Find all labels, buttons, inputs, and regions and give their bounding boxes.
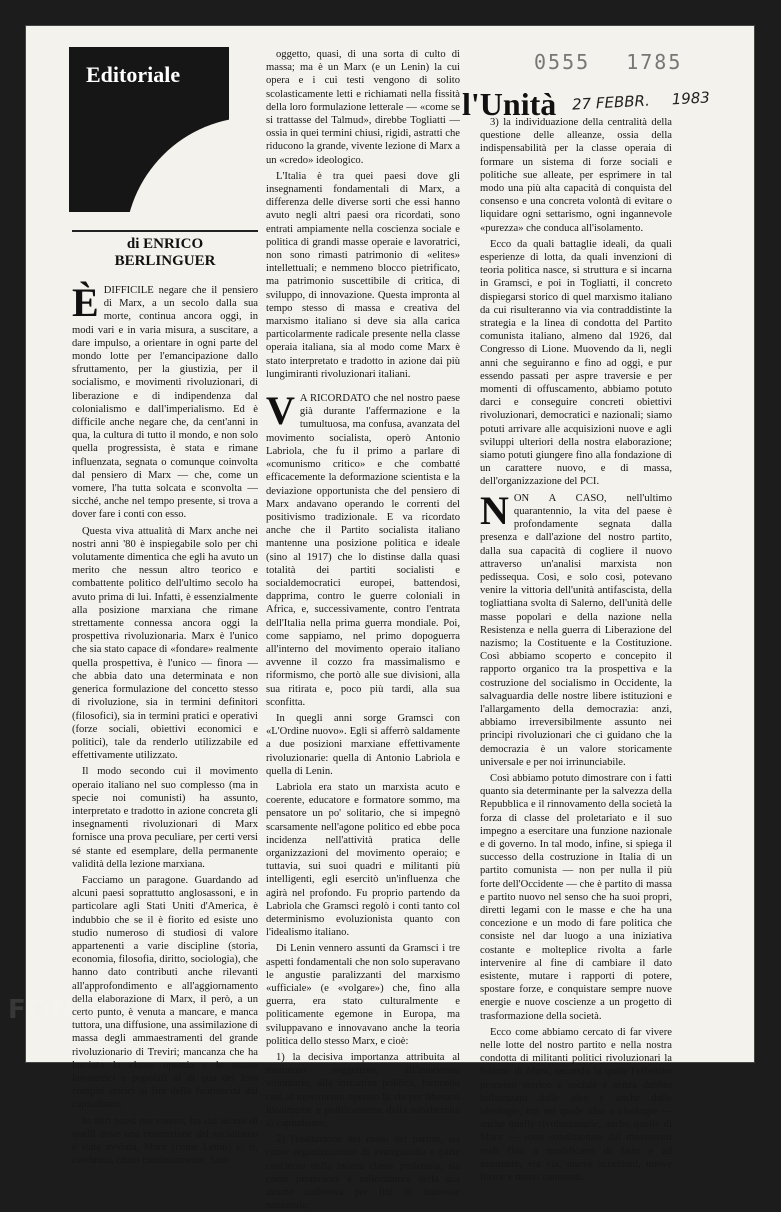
paragraph: Di Lenin vennero assunti da Gramsci i tre aspetti fondamentali che non solo superavano le angustie paralizzanti del marxismo «ufficiale» (e «volgare») che, fino alla guerra, era stato culturalmente e politicamente egemone in Europa, ma sviluppavano e innovavano anche la teoria politica dello stesso Marx, e cioè: (266, 943, 460, 1047)
byline-first-name: ENRICO (143, 236, 204, 252)
paragraph-text: A RICORDATO che nel nostro paese già durante l'affermazione e la tumultuosa, ma confusa, avanzata del movimento socialista, operò Antonio Labriola, che fu il primo a parlare di «comunismo critico» e che combatté efficacemente la deformazione scientista e la deviazione opportunista che del pensiero di Marx andavano operando le correnti del positivismo tradizionale. E va ricordato anche che il Partito socialista italiano mantenne una posizione politica e ideale (sino al 1917) che lo distinse dalla quasi totalità dei partiti socialisti e socialdemocratici europei, battendosi, dapprima, contro le guerre coloniali in Africa, e, successivamente, contro l'entrata dell'Italia nella prima guerra mondiale. Poi, come sappiamo, nel primo dopoguerra all'interno del movimento operaio italiano avvenne il cozzo fra massimalismo e riformismo, che portò alle sue divisioni, alla sua ritirata e, poco più tardi, alla sua sconfitta. (266, 393, 460, 708)
drop-cap: N (480, 487, 509, 533)
byline-author-first (72, 236, 258, 253)
byline-prefix: di (126, 236, 140, 252)
paragraph: Ecco da quali battaglie ideali, da quali esperienze di lotta, da quali invenzioni di teoria politica nasce, si struttura e si incarna in Gramsci, e poi in Togliatti, il concreto dispiegarsi storico di quel marxismo italiano da cui risulteranno via via contraddistinte la strategia e la linea di condotta del Partito comunista italiano, almeno dal 1926, dal Congresso di Lione. Muovendo da lì, negli anni che seguiranno e fino ad oggi, e pur essendo passati per aspre traversie e per momenti di offuscamento, abbiamo potuto darci e conseguire concreti obiettivi rivoluzionari, democratici e nazionali; siamo potuti arrivare alle acquisizioni nuove e agli sviluppi ulteriori della nostra elaborazione; siamo potuti giungere fino alla fondazione di un carattere nuovo, e di massa, dell'organizzazione del PCI. (480, 238, 672, 488)
byline-author-last: BERLINGUER (114, 253, 216, 269)
archive-number: 0555 1785 (534, 50, 683, 74)
paragraph-text: ON A CASO, nell'ultimo quarantennio, la vita del paese è profondamente segnata dalla presenza e dall'azione del nostro partito, dalla sua capacità di cogliere il nuovo attraverso un'analisi marxista non pedissequa. Così, e solo così, potevano venire la vittoria dell'unità antifascista, della togliattiana svolta di Salerno, dell'unità delle masse popolari e della nazione nella Resistenza e nella guerra di Liberazione del nazismo; la Costituente e la Costituzione. Così abbiamo scoperto e concepito il rapporto organico tra la prospettiva e la costruzione del socialismo in Occidente, la salvaguardia delle nostre libere istituzioni e l'allargamento della democrazia: anzi, abbiamo irreversibilmente assunto nei principi rivoluzionari che ci guidano che la democrazia è un valore storicamente universale e per noi irrinunciabile. (480, 492, 672, 768)
article-column-3 (480, 116, 672, 1184)
section-label: Editoriale (86, 62, 181, 87)
paragraph: Facciamo un paragone. Guardando ad alcuni paesi soprattutto anglosassoni, e in particolare agli Stati Uniti d'America, è indubbio che se il è fiorito ed esiste uno studio numeroso di studiosi di valore appartenenti a varie discipline (storia, economia, filosofia, diritto, sociologia), che hanno dato contributi anche rilevanti all'approfondimento e all'aggiornamento della elaborazione di Marx, il però, a un certo punto, è venuta a mancare, e manca tuttora, una diffusione, una assimilazione di massa degli ammaestramenti del grande rivoluzionario di Treviri; mancanza che ha lasciato la classe operaia e le masse lavoratrici e popolari al di qua dei loro compiti storici ai fini della fuoriuscita dal capitalismo. (72, 874, 258, 1111)
paragraph (72, 280, 258, 522)
drop-cap: È (72, 280, 99, 325)
paragraph (480, 487, 672, 769)
paragraph: In altri paesi per contro, fra cui alcuni di quelli dove una costruzione del socialismo è stata avviata, Marx (come Lenin) è, sì, celebrato, citato continuamente, fatto (72, 1115, 258, 1167)
byline (72, 230, 258, 270)
paragraph: Questa viva attualità di Marx anche nei nostri anni '80 è inspiegabile solo per chi volutamente dimentica che egli ha avuto un merito che nessun altro teorico e combattente politico dell'ultimo secolo ha avuto prima di lui. Infatti, è essenzialmente alla posizione marxiana che rimane strettamente connessa ancora oggi la prospettiva rivoluzionaria. Marx è l'unico che sia stato capace di «fondare» realmente quella prospettiva, è l'unico — finora — che abbia dato una determinata e non generica formulazione del concetto stesso di rivoluzione, sia in termini definitori (filosofici), sia in termini pratici e operativi (forze sociali, obiettivi economici e politici), tale da renderlo utilizzabile ed effettivamente utilizzato. (72, 525, 258, 762)
article-column-1 (72, 280, 258, 1167)
article-column-2 (266, 48, 460, 1212)
paragraph: Così abbiamo potuto dimostrare con i fatti quanto sia determinante per la salvezza della Repubblica e il rinnovamento della società la forza di classe del proletariato e il suo impegno a esercitare una funzione nazionale e di governo. In tal modo, infine, si spiega il successo della costruzione in Italia di un partito comunista — non per nulla il più forte dell'Occidente — che è partito di massa e partito nuovo nel senso che ha suoi propri, diretti legami con le masse e che ha una concezione e un modo di fare politica che consiste nel dar luogo a una iniziativa costante e molteplice rivolta a farle intervenire al fine di cambiare il dato esistente, mutare i rapporti di potere, spostare forze, e conquistare sempre nuove energie e nuove coscienze a un progetto di trasformazione della società. (480, 772, 672, 1022)
paragraph: oggetto, quasi, di una sorta di culto di massa; ma è un Marx (e un Lenin) la cui opera e i cui testi vengono di solito scolasticamente letti e richiamati nella fissità della loro formulazione letterale — «come se si trattasse del Talmud», direbbe Togliatti — ossia in quei termini chiusi, rigidi, astratti che riducono la grande, vivente lezione di Marx a un «credo» ideologico. (266, 49, 460, 166)
paragraph: Il modo secondo cui il movimento operaio italiano nel suo complesso (ma in specie noi comunisti) ha assunto, interpretato e tradotto in azione concreta gli insegnamenti rivoluzionari di Marx fornisce una prova peculiare, per certi versi sé stante ed esemplare, della permanente validità della lezione marxiana. (72, 766, 258, 870)
paragraph: Labriola era stato un marxista acuto e coerente, educatore e formatore sommo, ma pensatore un po' solitario, che si impegnò scarsamente nell'agone politico ed ebbe poca incidenza nell'attività pratica delle organizzazioni del movimento operaio; e tuttavia, sui suoi quadri e militanti più intelligenti, egli esercitò un'influenza che agirà nel profondo. Fu proprio partendo da Labriola che Gramsci regolò i conti tanto col determinismo evoluzionista quanto con l'idealismo italiano. (266, 781, 460, 939)
paragraph: 2) l'esaltazione del ruolo del partito, sia come organizzazione di avanguardia e parte cosciente della intiera classe proletaria, sia come promotore e sollecitatore della sua azione collettiva per fini di interesse nazionale; (266, 1134, 460, 1212)
paragraph: L'Italia è tra quei paesi dove gli insegnamenti fondamentali di Marx, a differenza delle diverse sorti che essi hanno avuto negli altri paesi ora ricordati, sono entrati ampiamente nella coscienza sociale e politica di grandi masse operaie e lavoratrici, non sono rimasti patrimonio di «elites» intellettuali; e nemmeno blocco pietrificato, ma patrimonio suscettibile di critica, di sviluppo, di innovazione. Questa impronta al tempo stesso di massa e creativa del marxismo italiano si deve sia alla carica particolarmente radicale presente nella classe operaia italiana, sia al modo come Marx è stato interpretato e tradotto in azione dai più lungimiranti rivoluzionari italiani. (266, 170, 460, 380)
paragraph-text: DIFFICILE negare che il pensiero di Marx, a un secolo dalla sua morte, continua ancora oggi, in modi vari e in varia misura, a suscitare, a dare impulso, a orientare in ogni parte del mondo lotte per l'emancipazione dallo sfruttamento, per la giustizia, per il socialismo, e movimenti rivoluzionari, di liberazione e di indipendenza dal colonialismo e dall'imperialismo. Ed è difficile anche negare che, da cent'anni in qua, la cultura di tutto il mondo, e non solo quella progressista, è stata e rimane influenzata, segnata o comunque coinvolta dal pensiero di Marx — che, come un vomere, l'ha tutta solcata e sconvolta — sicché, anche nel tempo presente, si trova a dover fare i conti con esso. (72, 285, 258, 521)
handwritten-date-year: 1983 (671, 88, 711, 109)
archive-watermark: FOND (8, 995, 100, 1025)
paragraph (266, 388, 460, 709)
paragraph: Ecco come abbiamo cercato di far vivere nelle lotte del nostro partito e nella nostra condotta di militanti politici rivoluzionari la lezione di Marx, secondo la quale l'effettivo processo storico e sociale è senza dubbio influenzato dalle idee e anche dalle ideologie, ma nel quale idee e ideologie — anche quelle rivoluzionarie, anche quelle di Marx — sono condizionate dai movimenti reali fino a modificarsi di fatto e ad assumere, via via, nuove accezioni, nuove forme e nuovi contenuti. (480, 1026, 672, 1184)
paragraph: 3) la individuazione della centralità della questione delle alleanze, ossia della indispensabilità per la classe operaia di formare un sistema di forze sociali e politiche sue alleate, per esprimere in tal modo una più alta capacità di conquista del consenso e una concreta volontà di evitare o liquidare ogni settarismo, ogni ingannevole «purezza» che conduca all'isolamento. (480, 117, 672, 234)
paragraph: In quegli anni sorge Gramsci con «L'Ordine nuovo». Egli si afferrò saldamente a due posizioni marxiane effettivamente rivoluzionarie: quella di Antonio Labriola e quella di Lenin. (266, 712, 460, 777)
drop-cap: V (266, 388, 295, 434)
newspaper-masthead: l'Unità (462, 86, 557, 122)
handwritten-date-day: 27 FEBBR. (571, 91, 651, 114)
paragraph: 1) la decisiva importanza attribuita al momento soggettivo, all'intervento volontario, alla iniziativa politica, fornendo così al movimento operaio la via per liberarsi idealmente e politicamente dalla subalternità al capitalismo; (266, 1052, 460, 1130)
